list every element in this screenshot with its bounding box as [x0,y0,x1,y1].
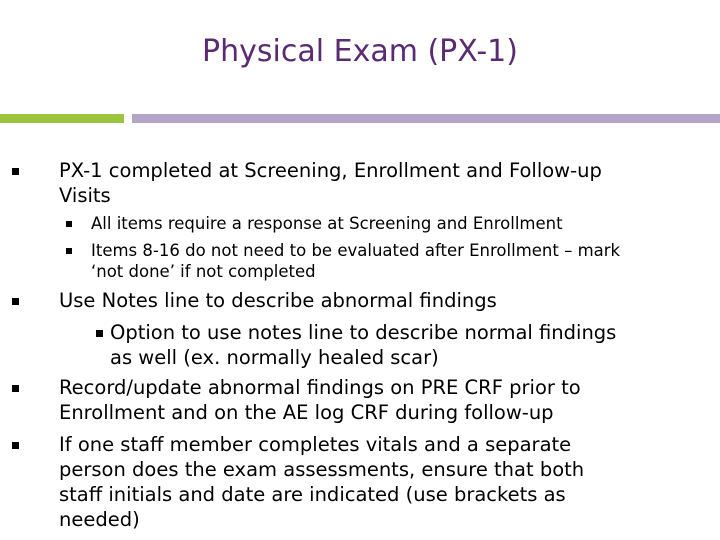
bullet-marker [66,221,72,227]
bullet-text: Record/update abnormal findings on PRE CRF prior to Enrollment and on the AE log CRF during follow-up [59,376,581,424]
bullet-marker [96,330,103,337]
bullet-marker [12,442,19,449]
bullet-text: Option to use notes line to describe normal findings as well (ex. normally healed scar) [110,321,617,369]
title-rule-green [0,114,124,123]
slide-title: Physical Exam (PX-1) [202,34,518,69]
bullet-marker [66,248,72,254]
bullet-marker [12,385,19,392]
bullet-text: Use Notes line to describe abnormal findings [59,289,497,312]
bullet-marker [12,298,19,305]
bullet-marker [12,168,19,175]
bullet-text: If one staff member completes vitals and a separate person does the exam assessments, ensure that both staff initials and date are indicated (use brackets as needed) [59,433,585,531]
bullet-text: PX-1 completed at Screening, Enrollment and Follow-up Visits [59,159,602,207]
bullet-text: All items require a response at Screening and Enrollment [91,214,563,233]
bullet-text: Items 8-16 do not need to be evaluated after Enrollment – mark ‘not done’ if not completed [91,241,621,281]
title-rule-purple [132,114,720,123]
